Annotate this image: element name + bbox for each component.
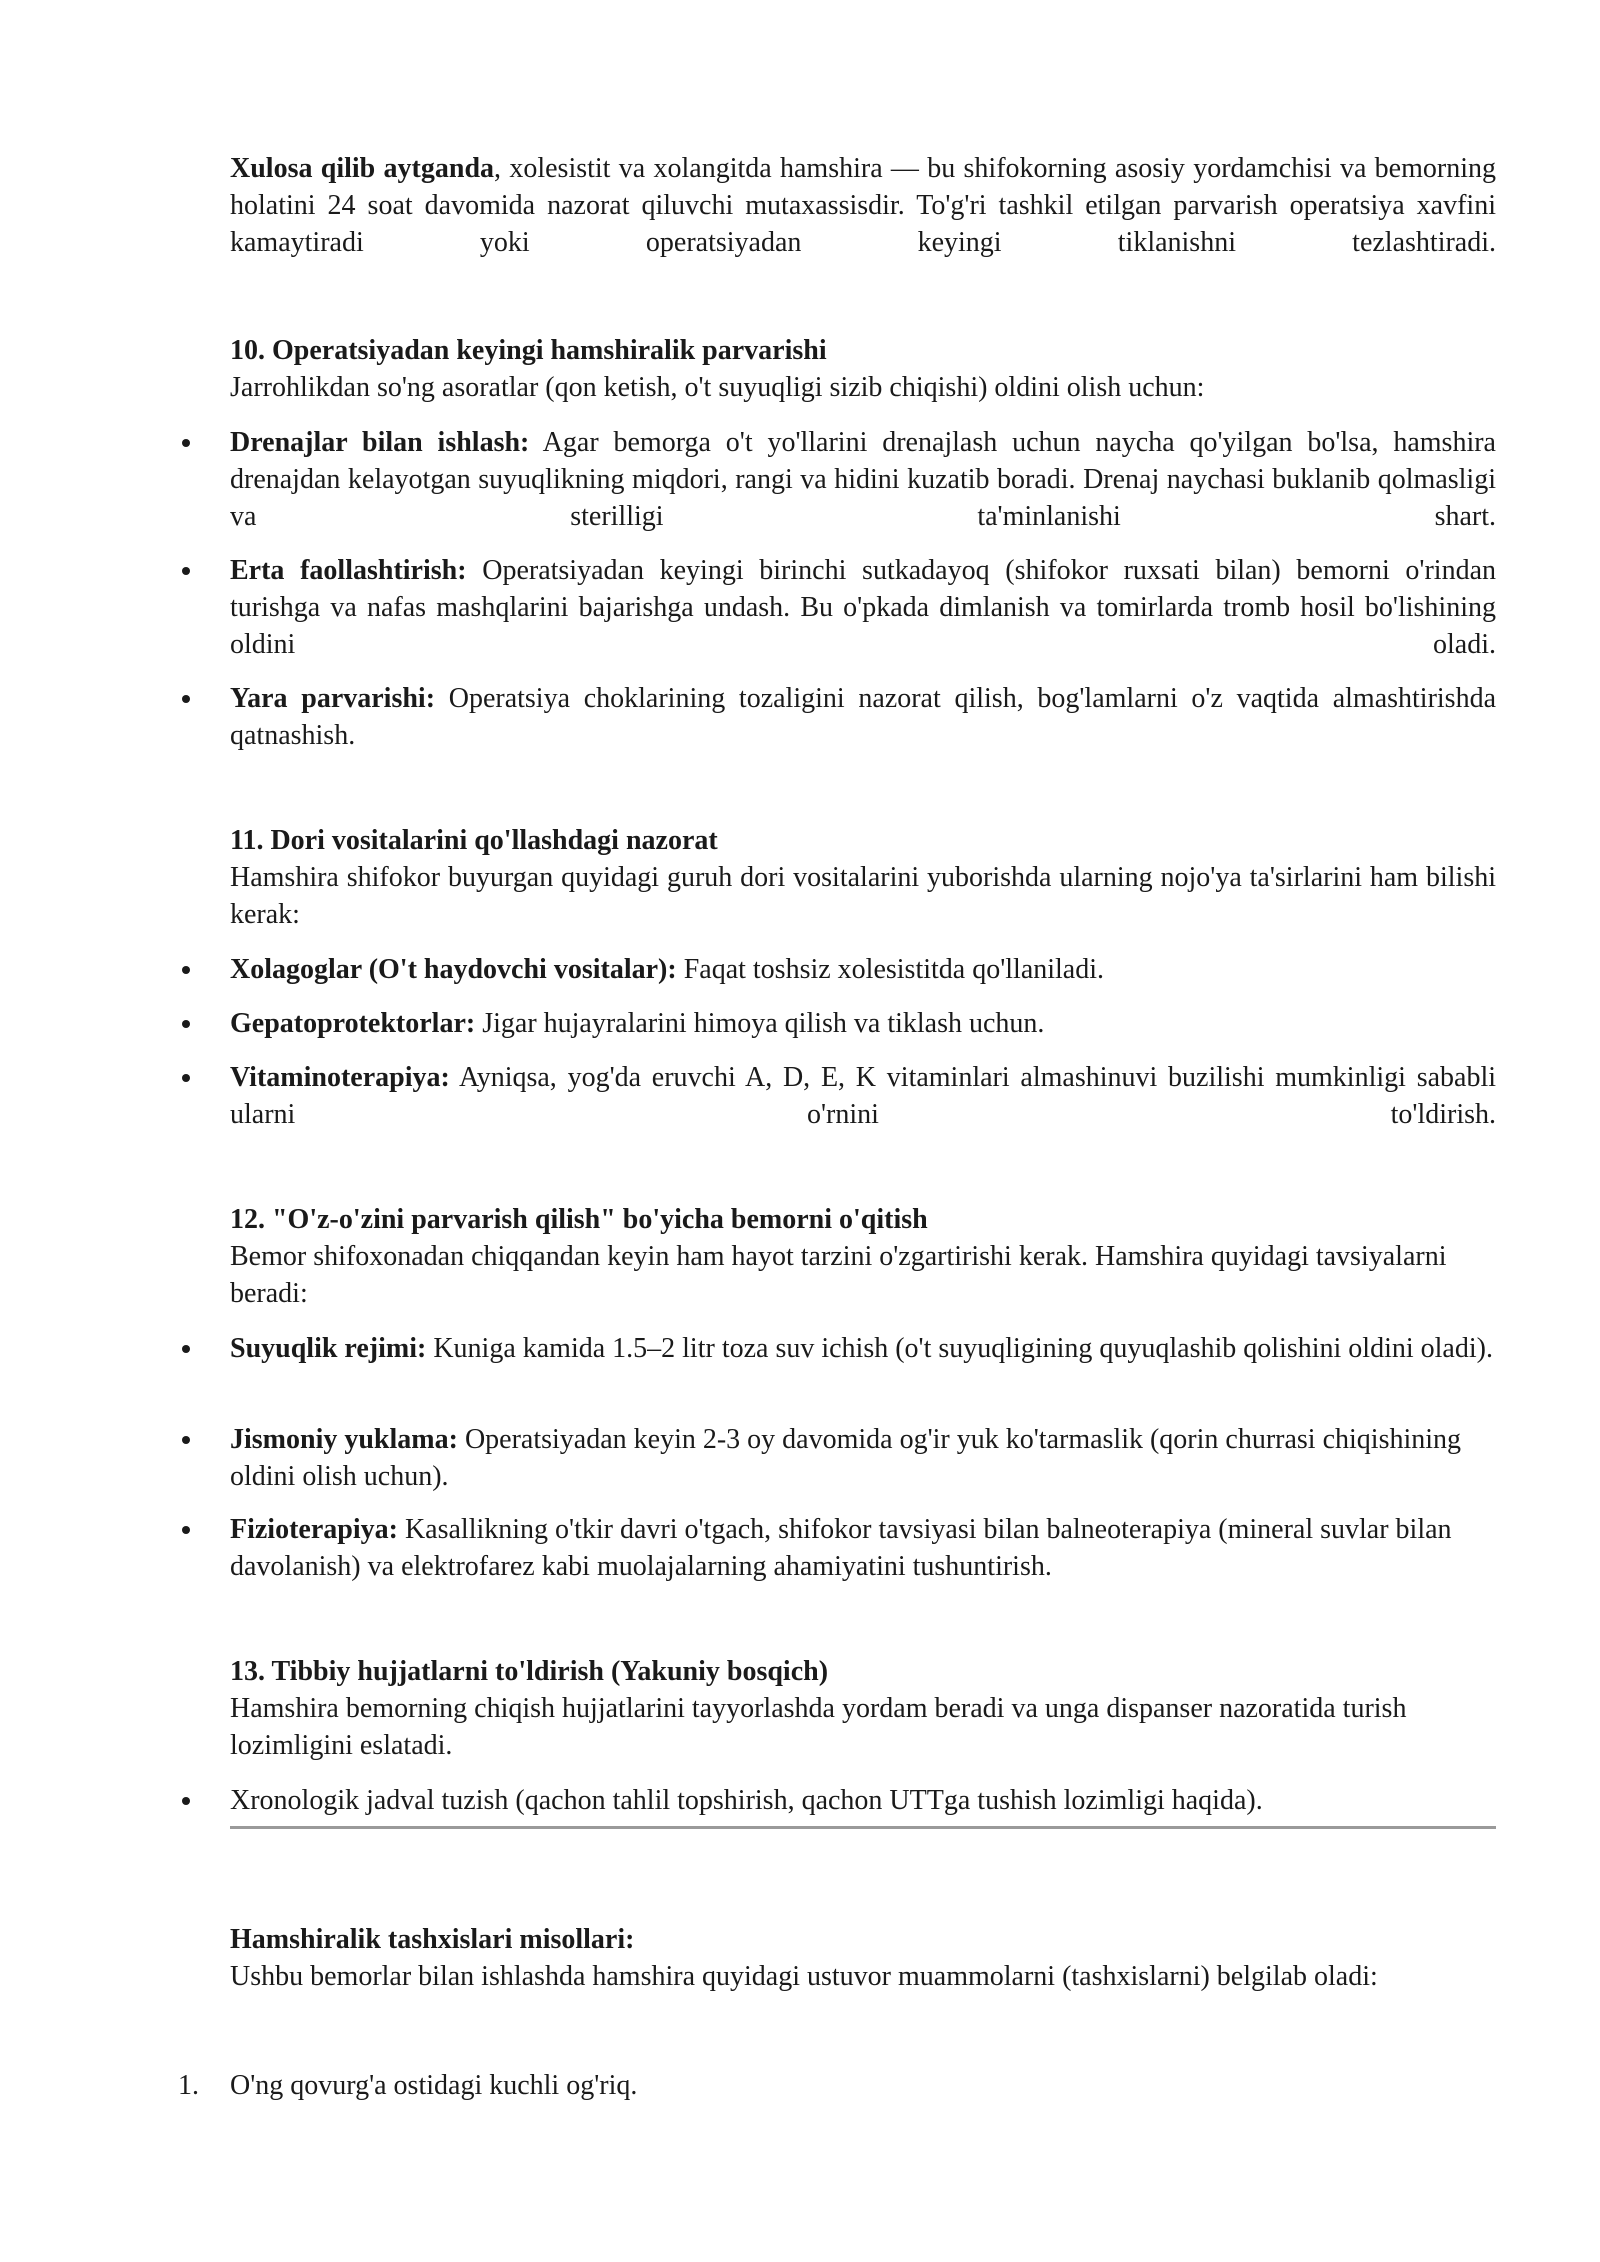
bullet-marker <box>182 1797 190 1805</box>
list-item-text: Operatsiyadan keyingi birinchi sutkadayoq (shifokor ruxsati bilan) bemorni o'rindan turishga va nafas mashqlarini bajarishga undash. Bu o'pkada dimlanish va tomirlarda tromb hosil bo'lishining oldini oladi. <box>230 555 1496 660</box>
bullet-marker <box>182 1345 190 1353</box>
list-item-label: Gepatoprotektorlar: <box>230 1008 476 1039</box>
list-item <box>178 2067 1496 2104</box>
list-item-text: Kasallikning o'tkir davri o'tgach, shifokor tavsiyasi bilan balneoterapiya (mineral suvlar bilan davolanish) va elektrofarez kabi muolajalarning ahamiyatini tushuntirish. <box>230 1514 1452 1582</box>
section-12-header <box>230 1201 1496 1312</box>
list-item <box>230 680 1496 791</box>
list-item-label: Jismoniy yuklama: <box>230 1424 458 1455</box>
list-item-label: Erta faollashtirish: <box>230 555 467 586</box>
bullet-marker <box>182 439 190 447</box>
list-item-label: Yara parvarishi: <box>230 683 436 714</box>
list-item-label: Suyuqlik rejimi: <box>230 1333 427 1364</box>
bullet-marker <box>182 966 190 974</box>
bullet-marker <box>182 695 190 703</box>
list-item-text: Operatsiya choklarining tozaligini nazorat qilish, bog'lamlarni o'z vaqtida almashtirishda qatnashish. <box>230 683 1497 751</box>
list-item-text: O'ng qovurg'a ostidagi kuchli og'riq. <box>230 2070 638 2101</box>
list-item-text: Operatsiyadan keyin 2-3 oy davomida og'ir yuk ko'tarmaslik (qorin churrasi chiqishining oldini olish uchun). <box>230 1424 1462 1492</box>
section-13-intro: Hamshira bemorning chiqish hujjatlarini tayyorlashda yordam beradi va unga dispanser nazoratida turish lozimligini eslatadi. <box>230 1693 1407 1761</box>
diagnoses-intro: Ushbu bemorlar bilan ishlashda hamshira quyidagi ustuvor muammolarni (tashxislarni) belgilab oladi: <box>230 1961 1378 1992</box>
list-item <box>230 552 1496 700</box>
list-item-text: Jigar hujayralarini himoya qilish va tiklash uchun. <box>475 1008 1045 1039</box>
section-10-intro: Jarrohlikdan so'ng asoratlar (qon ketish, o't suyuqligi sizib chiqishi) oldini olish uchun: <box>230 372 1205 403</box>
list-item <box>230 1005 1496 1042</box>
bullet-marker <box>182 1020 190 1028</box>
bullet-marker <box>182 1526 190 1534</box>
list-item-label: Drenajlar bilan ishlash: <box>230 427 530 458</box>
section-13-header <box>230 1653 1496 1764</box>
bullet-marker <box>182 1074 190 1082</box>
section-10-title: 10. Operatsiyadan keyingi hamshiralik parvarishi <box>230 335 827 366</box>
section-11-header <box>230 822 1496 970</box>
diagnoses-title: Hamshiralik tashxislari misollari: <box>230 1924 635 1955</box>
divider <box>230 1826 1496 1829</box>
list-item-number: 1. <box>178 2070 199 2101</box>
conclusion-paragraph <box>230 150 1496 298</box>
list-item <box>230 424 1496 572</box>
list-item <box>230 1421 1496 1495</box>
list-item <box>230 1511 1496 1585</box>
section-12-title: 12. "O'z-o'zini parvarish qilish" bo'yicha bemorni o'qitish <box>230 1204 928 1235</box>
list-item-text: Faqat toshsiz xolesistitda qo'llaniladi. <box>676 954 1105 985</box>
conclusion-lead: Xulosa qilib aytganda <box>230 153 495 184</box>
list-item <box>230 951 1496 988</box>
bullet-marker <box>182 567 190 575</box>
list-item-text: Kuniga kamida 1.5–2 litr toza suv ichish (o't suyuqligining quyuqlashib qolishini oldini oladi). <box>426 1333 1493 1364</box>
section-10-header <box>230 332 1496 406</box>
list-item-label: Vitaminoterapiya: <box>230 1062 450 1093</box>
list-item-text: Ayniqsa, yog'da eruvchi A, D, E, K vitaminlari almashinuvi buzilishi mumkinligi sababli ularni o'rnini to'ldirish. <box>230 1062 1496 1130</box>
bullet-marker <box>182 1436 190 1444</box>
list-item-label: Xolagoglar (O't haydovchi vositalar): <box>230 954 677 985</box>
list-item-text: Agar bemorga o't yo'llarini drenajlash uchun naycha qo'yilgan bo'lsa, hamshira drenajdan kelayotgan suyuqlikning miqdori, rangi va hidini kuzatib boradi. Drenaj naychasi buklanib qolmasligi va sterilligi ta'minlanishi shart. <box>230 427 1496 532</box>
list-item <box>230 1059 1496 1170</box>
list-item <box>230 1782 1496 1819</box>
section-11-intro: Hamshira shifokor buyurgan quyidagi guruh dori vositalarini yuborishda ularning nojo'ya ta'sirlarini ham bilishi kerak: <box>230 862 1496 930</box>
section-13-title: 13. Tibbiy hujjatlarni to'ldirish (Yakuniy bosqich) <box>230 1656 829 1687</box>
list-item-text: Xronologik jadval tuzish (qachon tahlil topshirish, qachon UTTga tushish lozimligi haqida). <box>230 1785 1263 1816</box>
section-11-title: 11. Dori vositalarini qo'llashdagi nazorat <box>230 825 718 856</box>
conclusion-text: , xolesistit va xolangitda hamshira — bu shifokorning asosiy yordamchisi va bemorning holatini 24 soat davomida nazorat qiluvchi mutaxassisdir. To'g'ri tashkil etilgan parvarish operatsiya xavfini kamaytiradi yoki operatsiyadan keyingi tiklanishni tezlashtiradi. <box>230 153 1496 258</box>
list-item-label: Fizioterapiya: <box>230 1514 398 1545</box>
section-12-intro: Bemor shifoxonadan chiqqandan keyin ham hayot tarzini o'zgartirishi kerak. Hamshira quyidagi tavsiyalarni beradi: <box>230 1241 1447 1309</box>
list-item <box>230 1330 1520 1367</box>
diagnoses-header <box>230 1921 1496 1995</box>
